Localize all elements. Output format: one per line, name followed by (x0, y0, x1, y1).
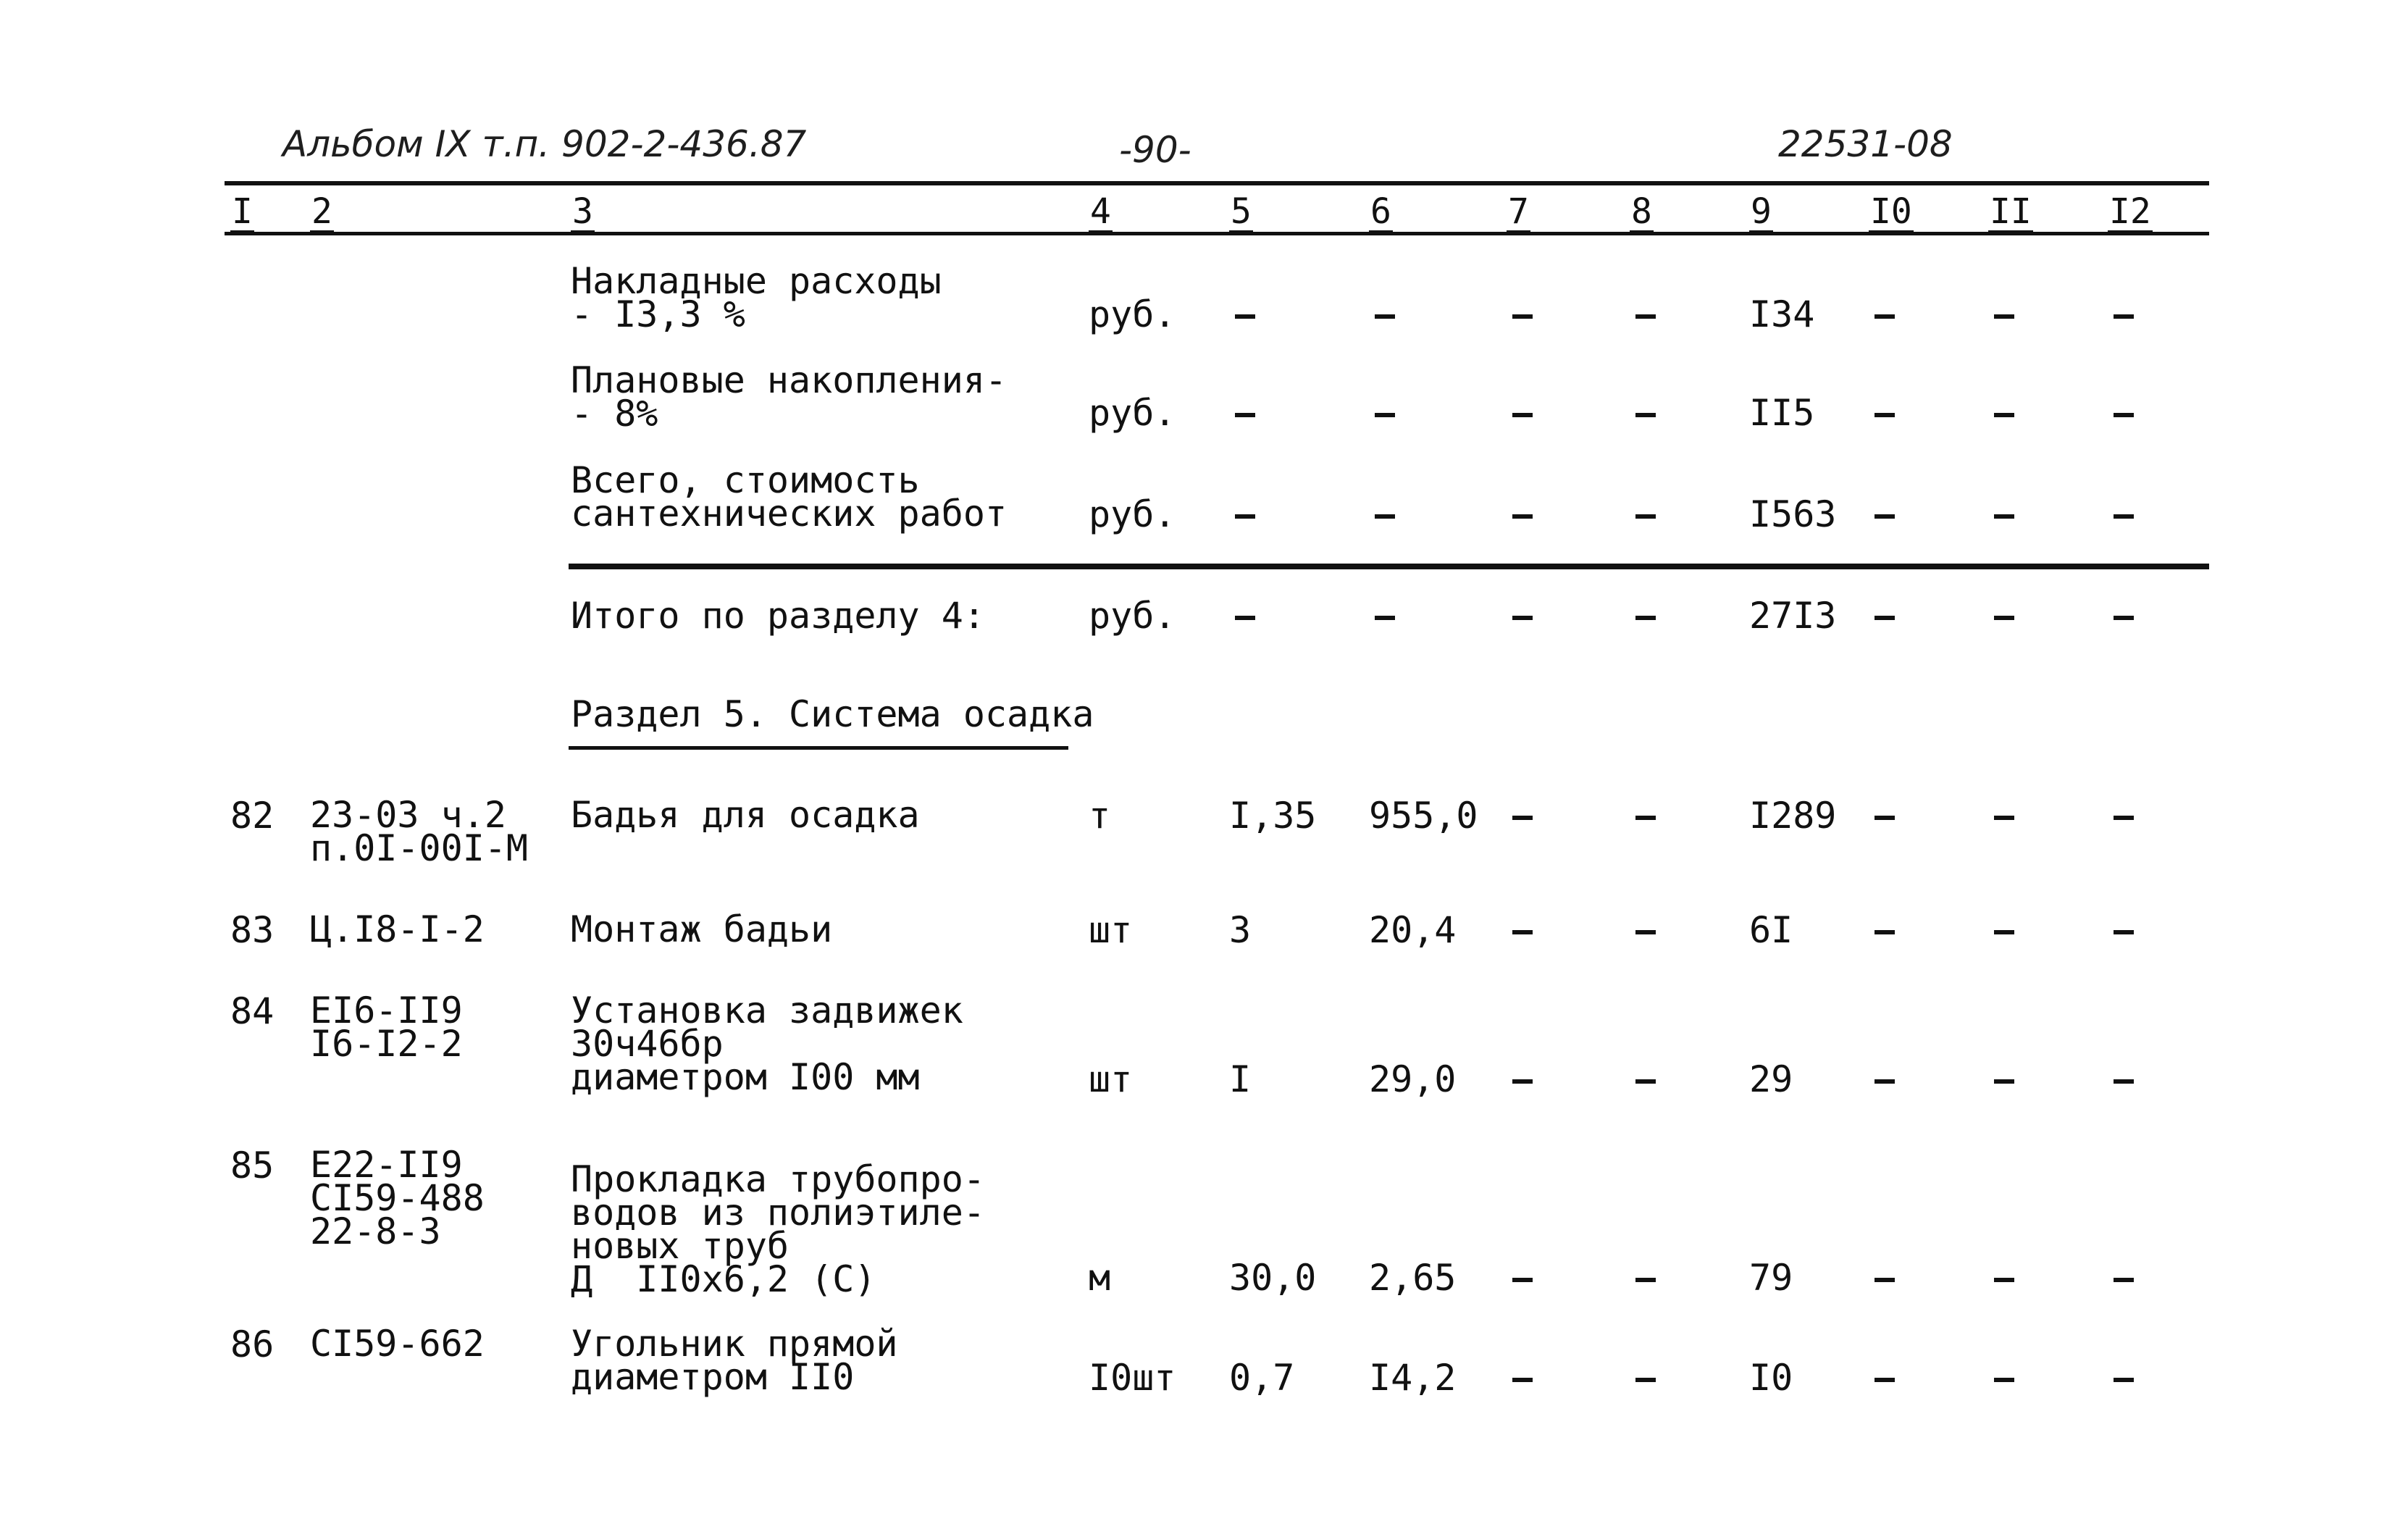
dash-cell (1512, 1278, 1533, 1282)
dash-cell (2114, 1278, 2134, 1282)
column-header-12 (2108, 191, 2153, 233)
value-cell: I563 (1749, 493, 1837, 535)
item-description: Прокладка трубопро- водов из полиэтиле- новых труб Д II0х6,2 (С) (571, 1158, 985, 1300)
dash-cell (1994, 1278, 2014, 1282)
dash-cell (1635, 616, 1656, 620)
item-description: Угольник прямой диаметром II0 (571, 1323, 898, 1398)
column-header-label: 4 (1090, 191, 1111, 232)
section-title-underline (569, 746, 1068, 750)
dash-cell (2114, 413, 2134, 417)
column-header-3 (571, 191, 595, 233)
column-header-label: 3 (572, 191, 593, 232)
header-bottom-rule (225, 232, 2209, 235)
dash-cell (1512, 413, 1533, 417)
dash-cell (1635, 314, 1656, 319)
dash-cell (1875, 514, 1895, 519)
item-number: 82 (230, 795, 275, 837)
column-header-7 (1507, 191, 1530, 233)
item-number: 85 (230, 1144, 275, 1187)
dash-cell (1512, 816, 1533, 820)
dash-cell (2114, 514, 2134, 519)
album-reference: Альбом IX т.п. 902-2-436.87 (282, 123, 807, 165)
dash-cell (1635, 413, 1656, 417)
column-header-label: I (232, 191, 253, 232)
item-number: 86 (230, 1323, 275, 1365)
item-code: 23-03 ч.2 п.0I-00I-М (310, 794, 529, 869)
value-cell: 30,0 (1229, 1257, 1317, 1299)
value-cell: 27I3 (1749, 595, 1837, 637)
column-header-label: 2 (311, 191, 332, 232)
unit-cell: руб. (1089, 293, 1176, 335)
row-description: Плановые накопления- - 8% (571, 359, 1008, 435)
table-top-rule (225, 181, 2209, 185)
dash-cell (1635, 1378, 1656, 1382)
subtotal-rule (569, 564, 2209, 569)
value-cell: II5 (1749, 392, 1815, 434)
dash-cell (2114, 616, 2134, 620)
item-description: Монтаж бадьи (571, 908, 833, 950)
unit-cell: руб. (1089, 493, 1176, 535)
dash-cell (1635, 1079, 1656, 1084)
column-header-label: I2 (2109, 191, 2151, 232)
unit-cell: руб. (1089, 595, 1176, 637)
dash-cell (1875, 616, 1895, 620)
dash-cell (1512, 514, 1533, 519)
value-cell: I289 (1749, 795, 1837, 837)
dash-cell (1512, 1378, 1533, 1382)
dash-cell (1994, 1378, 2014, 1382)
column-header-9 (1749, 191, 1773, 233)
dash-cell (1235, 314, 1255, 319)
column-header-label: 8 (1631, 191, 1652, 232)
column-header-label: 9 (1751, 191, 1772, 232)
dash-cell (2114, 930, 2134, 934)
dash-cell (2114, 816, 2134, 820)
dash-cell (1512, 930, 1533, 934)
item-description: Установка задвижек 30ч46бр диаметром I00 мм (571, 989, 963, 1098)
value-cell: 79 (1749, 1257, 1793, 1299)
unit-cell: м (1089, 1257, 1111, 1299)
value-cell: 3 (1229, 909, 1252, 951)
dash-cell (1875, 816, 1895, 820)
value-cell: I (1229, 1058, 1252, 1100)
value-cell: I0 (1749, 1357, 1793, 1399)
item-code: ЕI6-II9 I6-I2-2 (310, 989, 463, 1065)
value-cell: I34 (1749, 293, 1815, 335)
dash-cell (1994, 314, 2014, 319)
dash-cell (1875, 930, 1895, 934)
column-header-10 (1869, 191, 1914, 233)
row-description: Накладные расходы - I3,3 % (571, 260, 942, 335)
dash-cell (1375, 413, 1395, 417)
dash-cell (1635, 816, 1656, 820)
unit-cell: руб. (1089, 392, 1176, 434)
column-header-label: II (1990, 191, 2032, 232)
item-code: Ц.I8-I-2 (310, 908, 485, 950)
page-number: -90- (1119, 129, 1191, 171)
unit-cell: I0шт (1089, 1357, 1176, 1399)
dash-cell (1994, 616, 2014, 620)
column-header-label: 7 (1508, 191, 1529, 232)
value-cell: 0,7 (1229, 1357, 1295, 1399)
column-header-8 (1630, 191, 1654, 233)
value-cell: 6I (1749, 909, 1793, 951)
dash-cell (1375, 314, 1395, 319)
dash-cell (2114, 314, 2134, 319)
dash-cell (2114, 1378, 2134, 1382)
dash-cell (1235, 616, 1255, 620)
dash-cell (1875, 314, 1895, 319)
document-code: 22531-08 (1778, 123, 1953, 165)
column-header-label: 6 (1370, 191, 1391, 232)
column-header-2 (310, 191, 334, 233)
total-label: Итого по разделу 4: (571, 595, 985, 637)
item-code: Е22-II9 СI59-488 22-8-3 (310, 1144, 485, 1252)
column-header-11 (1988, 191, 2033, 233)
value-cell: I4,2 (1369, 1357, 1457, 1399)
unit-cell: т (1089, 795, 1111, 837)
dash-cell (1635, 1278, 1656, 1282)
item-description: Бадья для осадка (571, 794, 920, 836)
dash-cell (1235, 413, 1255, 417)
unit-cell: шт (1089, 1058, 1133, 1100)
dash-cell (1512, 314, 1533, 319)
column-header-label: I0 (1870, 191, 1912, 232)
dash-cell (1875, 1278, 1895, 1282)
dash-cell (1635, 514, 1656, 519)
item-number: 84 (230, 990, 275, 1032)
column-header-4 (1089, 191, 1113, 233)
value-cell: 29,0 (1369, 1058, 1457, 1100)
dash-cell (2114, 1079, 2134, 1084)
section-title: Раздел 5. Система осадка (571, 693, 1094, 735)
row-description: Всего, стоимость сантехнических работ (571, 459, 1008, 535)
item-code: СI59-662 (310, 1323, 485, 1365)
value-cell: 2,65 (1369, 1257, 1457, 1299)
column-header-5 (1229, 191, 1253, 233)
value-cell: 955,0 (1369, 795, 1478, 837)
dash-cell (1375, 514, 1395, 519)
dash-cell (1235, 514, 1255, 519)
dash-cell (1875, 413, 1895, 417)
item-number: 83 (230, 909, 275, 951)
dash-cell (1635, 930, 1656, 934)
dash-cell (1875, 1079, 1895, 1084)
dash-cell (1994, 514, 2014, 519)
dash-cell (1512, 616, 1533, 620)
dash-cell (1994, 816, 2014, 820)
value-cell: 29 (1749, 1058, 1793, 1100)
column-header-6 (1369, 191, 1393, 233)
dash-cell (1994, 1079, 2014, 1084)
column-header-1 (230, 191, 254, 233)
dash-cell (1512, 1079, 1533, 1084)
value-cell: 20,4 (1369, 909, 1457, 951)
dash-cell (1375, 616, 1395, 620)
dash-cell (1994, 413, 2014, 417)
value-cell: I,35 (1229, 795, 1317, 837)
unit-cell: шт (1089, 909, 1133, 951)
dash-cell (1994, 930, 2014, 934)
column-header-label: 5 (1231, 191, 1252, 232)
dash-cell (1875, 1378, 1895, 1382)
